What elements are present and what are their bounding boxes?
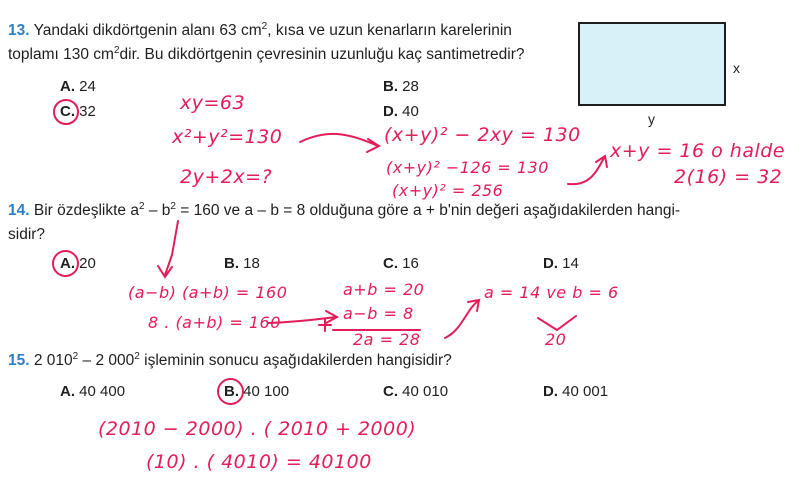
q13-hw-r4: x+y = 16 o halde (610, 140, 786, 162)
q13-figure-label-x: x (733, 60, 740, 76)
q13-hw-l1: xy=63 (180, 92, 246, 114)
q14-hw-r2: 20 (545, 330, 567, 349)
q15-option-a[interactable]: A. 40 400 (60, 383, 126, 400)
q14-text-line1: 14. Bir özdeşlikte $a^2 - b^2 = 160$ ve a – b = 8 olduğuna göre a + b'nin değeri aşağıdakilerden hangi- (8, 200, 681, 219)
q13-number: 13. (8, 22, 30, 39)
q14-plus-sign (319, 319, 331, 331)
q13-hw-r2: (x+y)² −126 = 130 (386, 158, 549, 177)
q14-check-mark (538, 316, 576, 330)
q14-answer-circle (52, 250, 79, 277)
q14-option-c[interactable]: C. 16 (383, 255, 419, 272)
q14-option-b[interactable]: B. 18 (224, 255, 260, 272)
q13-option-b[interactable]: B. 28 (383, 78, 419, 95)
q14-arrow-down (158, 221, 178, 277)
q14-hw-m2: a−b = 8 (343, 304, 414, 323)
q14-option-a[interactable]: A. 20 (60, 255, 96, 272)
q15-number: 15. (8, 352, 30, 369)
q14-hw-r1: a = 14 ve b = 6 (484, 283, 619, 302)
q14-hw-m3: 2a = 28 (353, 330, 421, 349)
q15-hw-l2: (10) . ( 4010) = 40100 (146, 451, 372, 473)
q14-arrow-to-values (445, 300, 479, 338)
q13-option-c[interactable]: C. 32 (60, 103, 96, 120)
q13-arrow-to-identity (300, 134, 379, 152)
q13-hw-r1: (x+y)² − 2xy = 130 (384, 124, 581, 146)
q13-hw-r5: 2(16) = 32 (674, 166, 783, 188)
q14-text-line2: sidir? (8, 226, 46, 243)
q14-hw-m1: a+b = 20 (343, 280, 425, 299)
q15-hw-l1: (2010 − 2000) . ( 2010 + 2000) (98, 418, 417, 440)
q13-hw-l2: x²+y²=130 (172, 126, 283, 148)
q14-option-d[interactable]: D. 14 (543, 255, 579, 272)
q13-figure-label-y: y (648, 111, 655, 127)
q15-answer-circle (217, 378, 244, 405)
q13-arrow-to-result (568, 156, 607, 184)
q13-rectangle-figure (578, 22, 726, 106)
q13-answer-circle (53, 99, 79, 125)
q13-text-line1: 13. Yandaki dikdörtgenin alanı 63 $cm^2$, kısa ve uzun kenarların karelerinin (8, 20, 512, 39)
q13-option-d[interactable]: D. 40 (383, 103, 419, 120)
q13-text-line2: toplamı 130 $cm^2dir$. Bu dikdörtgenin çevresinin uzunluğu kaç santimetredir? (8, 44, 525, 63)
q13-option-a[interactable]: A. 24 (60, 78, 96, 95)
q13-hw-r3: (x+y)² = 256 (392, 181, 504, 200)
q15-option-b[interactable]: B. 40 100 (224, 383, 290, 400)
q15-option-c[interactable]: C. 40 010 (383, 383, 449, 400)
q14-number: 14. (8, 202, 30, 219)
q14-hw-l2: 8 . (a+b) = 160 (148, 313, 281, 332)
q15-option-d[interactable]: D. 40 001 (543, 383, 609, 400)
q13-hw-l3: 2y+2x=? (180, 166, 273, 188)
q14-hw-l1: (a−b) (a+b) = 160 (128, 283, 288, 302)
q15-text: 15. 2 $010^2 - 2$ $000^2$ işleminin sonucu aşağıdakilerden hangisidir? (8, 350, 452, 369)
